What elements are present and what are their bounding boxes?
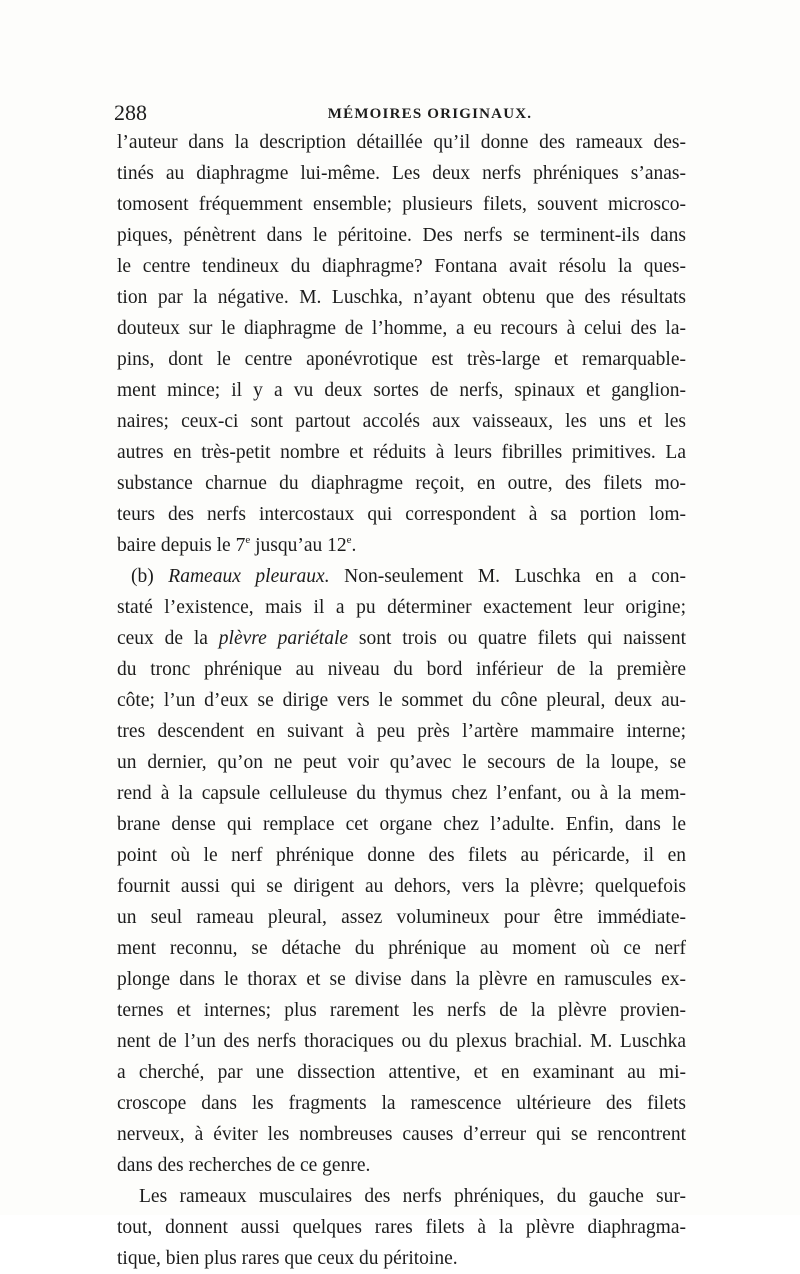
text-line: rend à la capsule celluleuse du thymus chez l’enfant, ou à la mem- — [117, 783, 686, 804]
text-line-first — [117, 561, 686, 592]
text-line: naires; ceux-ci sont partout accolés aux vaisseaux, les uns et les — [117, 411, 686, 432]
text-line: l’auteur dans la description détaillée qu’il donne des rameaux des- — [117, 132, 686, 153]
text-line: croscope dans les fragments la ramescence ultérieure des filets — [117, 1093, 686, 1114]
text-line: brane dense qui remplace cet organe chez l’adulte. Enfin, dans le — [117, 814, 686, 835]
text-fragment: Non-seulement M. Luschka en a con- — [329, 566, 686, 587]
text-line: du tronc phrénique au niveau du bord inférieur de la première — [117, 659, 686, 680]
text-line: tion par la négative. M. Luschka, n’ayant obtenu que des résultats — [117, 287, 686, 308]
text-line: côte; l’un d’eux se dirige vers le sommet du cône pleural, deux au- — [117, 690, 686, 711]
text-line: substance charnue du diaphragme reçoit, en outre, des filets mo- — [117, 473, 686, 494]
superscript: e — [346, 534, 352, 546]
running-title: MÉMOIRES ORIGINAUX. — [327, 106, 533, 122]
text-line: ternes et internes; plus rarement les nerfs de la plèvre provien- — [117, 1000, 686, 1021]
text-line-first: Les rameaux musculaires des nerfs phréniques, du gauche sur- — [139, 1186, 686, 1207]
text-line: un seul rameau pleural, assez volumineux pour être immédiate- — [117, 907, 686, 928]
text-fragment: sont trois ou quatre filets qui naissent — [348, 628, 686, 649]
text-line: pins, dont le centre aponévrotique est très-large et remarquable- — [117, 349, 686, 370]
text-line-last: dans des recherches de ce genre. — [117, 1155, 371, 1176]
page-body — [117, 127, 686, 1274]
text-line: un dernier, qu’on ne peut voir qu’avec le secours de la loupe, se — [117, 752, 686, 773]
superscript: e — [245, 534, 251, 546]
text-line: tinés au diaphragme lui-même. Les deux nerfs phréniques s’anas- — [117, 163, 686, 184]
text-line: plonge dans le thorax et se divise dans la plèvre en ramuscules ex- — [117, 969, 686, 990]
text-fragment: ceux de la — [117, 628, 219, 649]
text-line — [117, 623, 686, 654]
text-line: douteux sur le diaphragme de l’homme, a eu recours à celui des la- — [117, 318, 686, 339]
italic-term: plèvre pariétale — [218, 628, 349, 649]
text-line: ment reconnu, se détache du phrénique au moment où ce nerf — [117, 938, 686, 959]
text-line: tomosent fréquemment ensemble; plusieurs filets, souvent microsco- — [117, 194, 686, 215]
text-line: autres en très-petit nombre et réduits à leurs fibrilles primitives. La — [117, 442, 686, 463]
page-header — [114, 98, 686, 128]
section-marker: (b) — [131, 566, 169, 587]
text-line: nent de l’un des nerfs thoraciques ou du plexus brachial. M. Luschka — [117, 1031, 686, 1052]
text-line: nerveux, à éviter les nombreuses causes d’erreur qui se rencontrent — [117, 1124, 686, 1145]
text-fragment: . — [351, 535, 357, 556]
text-line-last — [117, 530, 686, 561]
section-heading: Rameaux pleuraux. — [168, 566, 330, 587]
text-line: a cherché, par une dissection attentive, et en examinant au mi- — [117, 1062, 686, 1083]
text-line: tres descendent en suivant à peu près l’artère mammaire interne; — [117, 721, 686, 742]
text-line: teurs des nerfs intercostaux qui correspondent à sa portion lom- — [117, 504, 686, 525]
text-line-last: tique, bien plus rares que ceux du péritoine. — [117, 1248, 458, 1269]
text-line: piques, pénètrent dans le péritoine. Des nerfs se terminent-ils dans — [117, 225, 686, 246]
text-line: ment mince; il y a vu deux sortes de nerfs, spinaux et ganglion- — [117, 380, 686, 401]
text-fragment: baire depuis le 7 — [117, 535, 246, 556]
text-line: le centre tendineux du diaphragme? Fontana avait résolu la ques- — [117, 256, 686, 277]
page-number: 288 — [114, 100, 147, 125]
text-line: fournit aussi qui se dirigent au dehors, vers la plèvre; quelquefois — [117, 876, 686, 897]
text-fragment: jusqu’au 12 — [250, 535, 347, 556]
text-line: tout, donnent aussi quelques rares filets à la plèvre diaphragma- — [117, 1217, 686, 1238]
text-line: staté l’existence, mais il a pu déterminer exactement leur origine; — [117, 597, 686, 618]
text-line: point où le nerf phrénique donne des filets au péricarde, il en — [117, 845, 686, 866]
